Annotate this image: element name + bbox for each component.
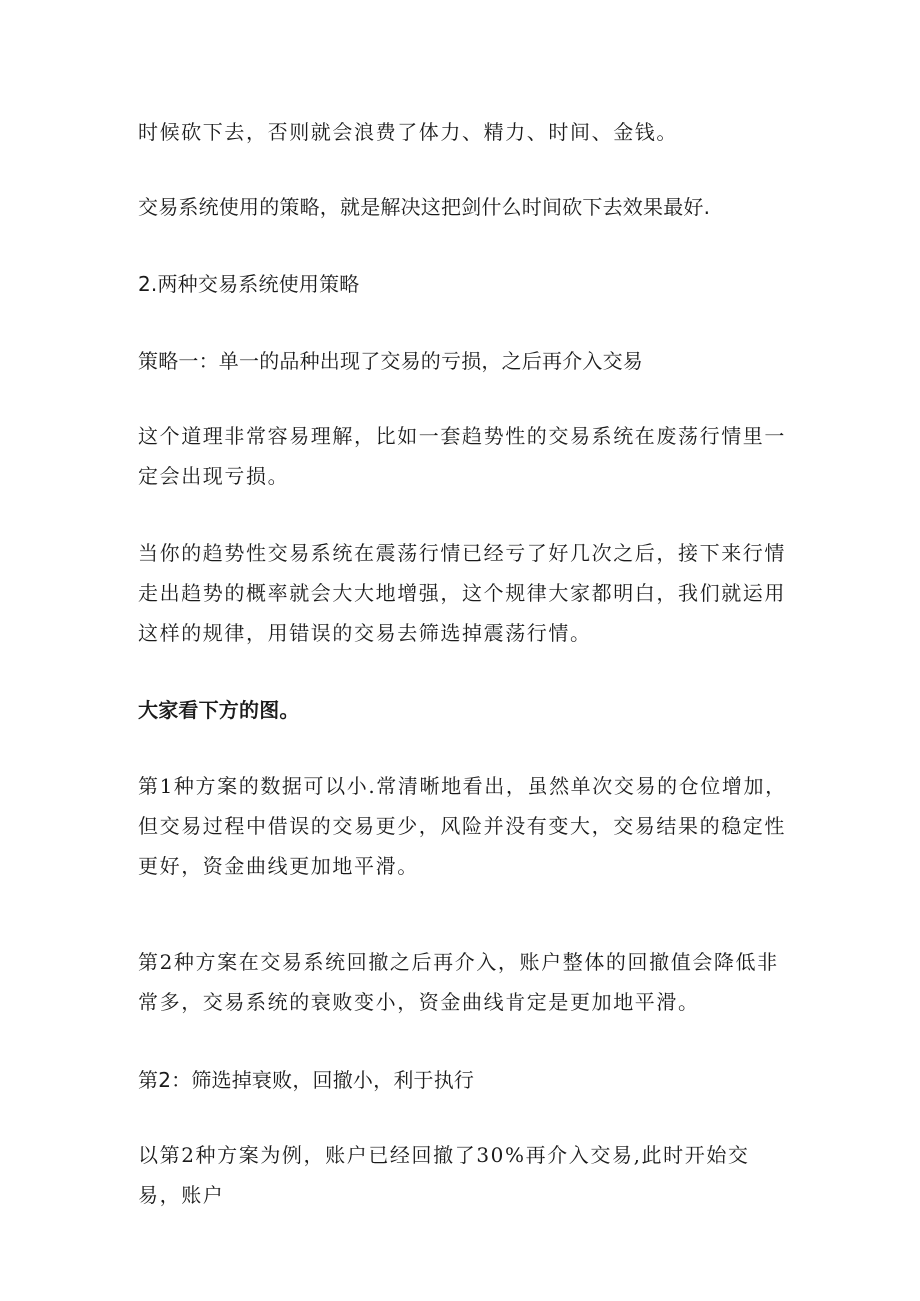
paragraph-example-plan-two: 以第2种方案为例，账户已经回撤了30%再介入交易,此时开始交易，账户 xyxy=(138,1143,750,1207)
paragraph-trend-probability: 当你的趋势性交易系统在震荡行情已经亏了好几次之后，接下来行情走出趋势的概率就会大大地增强，这个规律大家都明白，我们就运用这样的规律，用错误的交易去筛选掉震荡行情。 xyxy=(138,541,786,645)
paragraph-loss-explanation: 这个道理非常容易理解，比如一套趋势性的交易系统在废荡行情里一定会出现亏损。 xyxy=(138,424,786,488)
subheading-filter-decay: 第2：筛选掉衰败，回撤小，利于执行 xyxy=(138,1068,475,1092)
paragraph-plan-two: 第2种方案在交易系统回撤之后再介入，账户整体的回撤值会降低非常多，交易系统的衰败变小，资金曲线肯定是更加地平滑。 xyxy=(138,950,779,1014)
paragraph-strategy-purpose: 交易系统使用的策略，就是解决这把剑什么时间砍下去效果最好. xyxy=(138,195,711,219)
strategy-one-heading: 策略一：单一的品种出现了交易的亏损，之后再介入交易 xyxy=(138,349,643,373)
paragraph-continuation: 时候砍下去，否则就会浪费了体力、精力、时间、金钱。 xyxy=(138,120,678,144)
section-heading-two-strategies: 2.两种交易系统使用策略 xyxy=(138,272,360,296)
paragraph-plan-one: 第1种方案的数据可以小.常清晰地看出，虽然单次交易的仓位增加，但交易过程中借误的交易更少，风险并没有变大，交易结果的稳定性更好，资金曲线更加地平滑。 xyxy=(138,774,787,878)
paragraph-see-figure: 大家看下方的图。 xyxy=(138,698,300,722)
